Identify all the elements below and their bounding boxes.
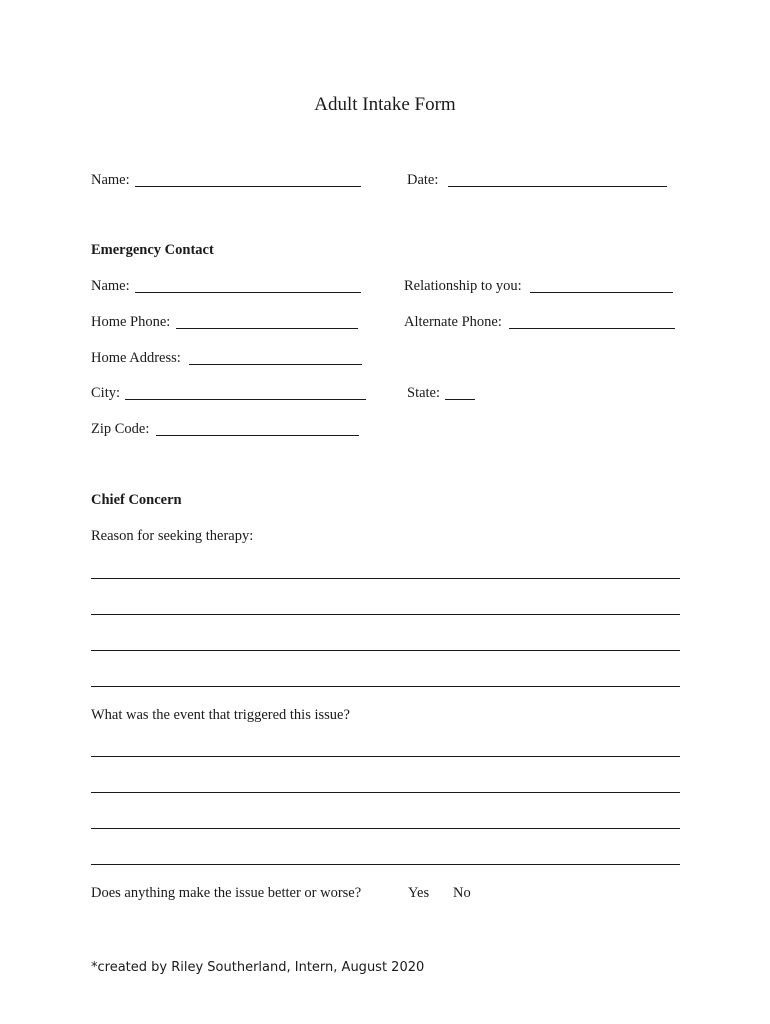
alternate-phone-label: Alternate Phone:	[404, 314, 502, 330]
footer-credit: *created by Riley Southerland, Intern, August 2020	[91, 960, 425, 975]
emergency-name-field[interactable]	[135, 292, 361, 293]
home-phone-label: Home Phone:	[91, 314, 171, 330]
reason-label: Reason for seeking therapy:	[91, 528, 254, 544]
home-phone-field[interactable]	[176, 328, 358, 329]
reason-answer-line[interactable]	[91, 614, 680, 615]
form-title: Adult Intake Form	[314, 94, 456, 115]
name-field[interactable]	[135, 186, 361, 187]
state-label: State:	[407, 385, 441, 401]
yes-option[interactable]: Yes	[408, 885, 430, 901]
reason-answer-line[interactable]	[91, 650, 680, 651]
city-label: City:	[91, 385, 121, 401]
trigger-answer-line[interactable]	[91, 864, 680, 865]
better-worse-label: Does anything make the issue better or worse?	[91, 885, 362, 901]
reason-answer-line[interactable]	[91, 686, 680, 687]
emergency-name-label: Name:	[91, 278, 130, 294]
home-address-label: Home Address:	[91, 350, 181, 366]
alternate-phone-field[interactable]	[509, 328, 675, 329]
relationship-label: Relationship to you:	[404, 278, 522, 294]
emergency-contact-heading: Emergency Contact	[91, 242, 214, 258]
zip-code-label: Zip Code:	[91, 421, 150, 437]
city-field[interactable]	[125, 399, 366, 400]
trigger-label: What was the event that triggered this issue?	[91, 707, 350, 723]
trigger-answer-line[interactable]	[91, 756, 680, 757]
state-field[interactable]	[445, 399, 475, 400]
chief-concern-heading: Chief Concern	[91, 492, 182, 508]
relationship-field[interactable]	[530, 292, 673, 293]
trigger-answer-line[interactable]	[91, 792, 680, 793]
reason-answer-line[interactable]	[91, 578, 680, 579]
trigger-answer-line[interactable]	[91, 828, 680, 829]
name-label: Name:	[91, 172, 130, 188]
date-label: Date:	[407, 172, 439, 188]
home-address-field[interactable]	[189, 364, 362, 365]
zip-code-field[interactable]	[156, 435, 359, 436]
no-option[interactable]: No	[453, 885, 471, 901]
date-field[interactable]	[448, 186, 667, 187]
